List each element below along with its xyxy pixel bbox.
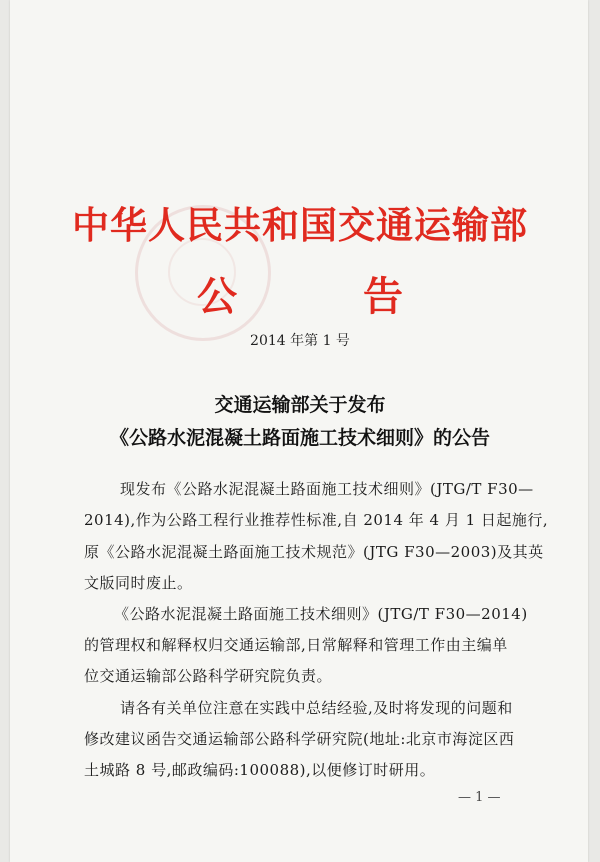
body-line: 土城路 8 号,邮政编码:100088),以便修订时研用。 [84, 761, 436, 779]
announcement-heading: 公 告 [197, 273, 459, 320]
body-line: 位交通运输部公路科学研究院负责。 [84, 667, 333, 685]
page-number: — 1 — [458, 790, 501, 805]
notice-title-line-2: 《公路水泥混凝土路面施工技术细则》的公告 [109, 427, 490, 449]
body-line: 现发布《公路水泥混凝土路面施工技术细则》(JTG/T F30— [120, 480, 534, 498]
document-number: 2014 年第 1 号 [250, 333, 350, 349]
body-line: 的管理权和解释权归交通运输部,日常解释和管理工作由主编单 [84, 636, 508, 654]
body-line: 修改建议函告交通运输部公路科学研究院(地址:北京市海淀区西 [84, 730, 515, 748]
body-line: 《公路水泥混凝土路面施工技术细则》(JTG/T F30—2014) [114, 605, 528, 623]
ministry-title: 中华人民共和国交通运输部 [72, 203, 528, 247]
notice-title-line-1: 交通运输部关于发布 [214, 394, 386, 416]
body-line: 原《公路水泥混凝土路面施工技术规范》(JTG F30—2003)及其英 [84, 543, 544, 561]
body-line: 请各有关单位注意在实践中总结经验,及时将发现的问题和 [120, 699, 513, 717]
body-line: 2014),作为公路工程行业推荐性标准,自 2014 年 4 月 1 日起施行, [84, 511, 549, 529]
body-line: 文版同时废止。 [84, 574, 193, 592]
